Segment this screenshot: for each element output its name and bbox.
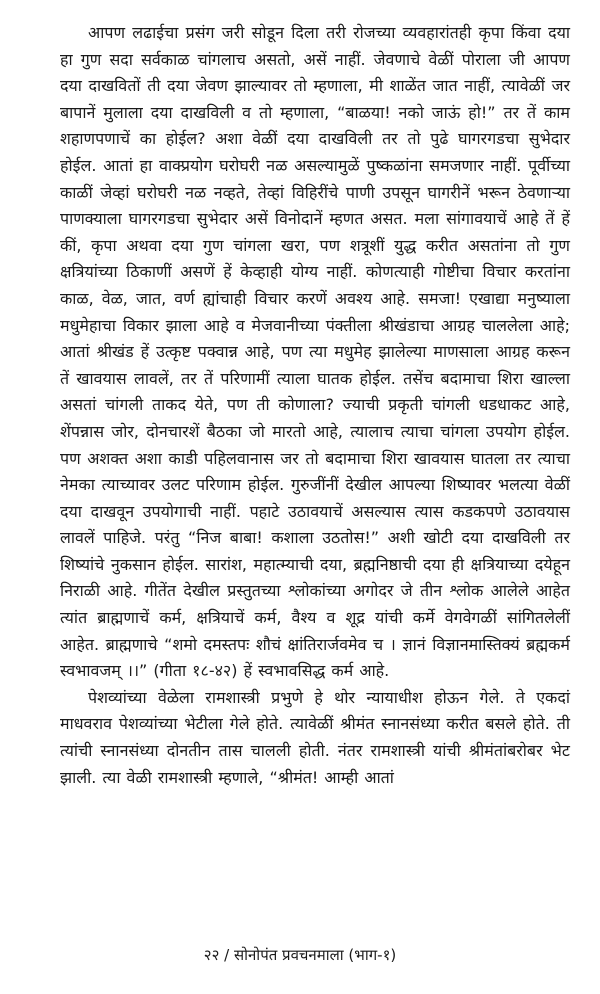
paragraph-1: आपण लढाईचा प्रसंग जरी सोडून दिला तरी रोजच्या व्यवहारांतही कृपा किंवा दया हा गुण सदा सर्वकाळ चांगलाच असतो, असें नाहीं. जेवणाचे वेळीं पोराला जी आपण दया दाखवितों ती दया जेवण झाल्यावर तो म्हणाला, मी शाळेंत जात नाहीं, त्यावेळीं जर बापानें मुलाला दया दाखविली व तो म्हणाला, “बाळया! नको जाऊं हो!” तर तें काम शहाणपणाचें का होईल? अशा वेळीं दया दाखविली तर तो पुढे घागरगडचा सुभेदार होईल. आतां हा वाक्प्रयोग घरोघरी नळ असल्यामुळें पुष्कळांना समजणार नाहीं. पूर्वीच्या काळीं जेव्हां घरोघरी नळ नव्हते, तेव्हां विहिरींचे पाणी उपसून घागरीनें भरून ठेवणाऱ्या पाणक्याला घागरगडचा सुभेदार असें विनोदानें म्हणत असत. मला सांगावयाचें आहे तें हें कीं, कृपा अथवा दया गुण चांगला खरा, पण शत्रूशीं युद्ध करीत असतांना तो गुण क्षत्रियांच्या ठिकाणीं असणें हें केव्हाही योग्य नाहीं. कोणत्याही गोष्टीचा विचार करतांना काळ, वेळ, जात, वर्ण ह्यांचाही विचार करणें अवश्य आहे. समजा! एखाद्या मनुष्याला मधुमेहाचा विकार झाला आहे व मेजवानीच्या पंक्तीला श्रीखंडाचा आग्रह चाललेला आहे; आतां श्रीखंड हें उत्कृष्ट पक्वान्न आहे, पण त्या मधुमेह झालेल्या माणसाला आग्रह करून तें खावयास लावलें, तर तें परिणामीं त्याला घातक होईल. तसेंच बदामाचा शिरा खाल्ला असतां चांगली ताकद येते, पण ती कोणाला? ज्याची प्रकृती चांगली धडधाकट आहे, शेंपन्नास जोर, दोनचारशें बैठका जो मारतो आहे, त्यालाच त्याचा चांगला उपयोग होईल. पण अशक्त अशा काडी पहिलवानास जर तो बदामाचा शिरा खावयास घातला तर त्याचा नेमका त्याच्यावर उलट परिणाम होईल. गुरुजींनीं देखील आपल्या शिष्यावर भलत्या वेळीं दया दाखवून उपयोगाची नाहीं. पहाटे उठावयाचें असल्यास त्यास कडकपणे उठावयास लावलें पाहिजे. परंतु “निज बाबा! कशाला उठतोस!” अशी खोटी दया दाखविली तर शिष्यांचे नुकसान होईल. सारांश, महात्म्याची दया, ब्रह्मनिष्ठाची दया ही क्षत्रियाच्या दयेहून निराळी आहे. गीतेंत देखील प्रस्तुतच्या श्लोकांच्या अगोदर जे तीन श्लोक आलेले आहेत त्यांत ब्राह्मणाचें कर्म, क्षत्रियाचें कर्म, वैश्य व शूद्र यांची कर्मे वेगवेगळीं सांगितलेलीं आहेत. ब्राह्मणाचे “शमो दमस्तपः शौचं क्षांतिरार्जवमेव च । ज्ञानं विज्ञानमास्तिक्यं ब्रह्मकर्म स्वभावजम् ।।” (गीता १८-४२) हें स्वभावसिद्ध कर्म आहे.	[60, 23, 570, 681]
paragraph-2: पेशव्यांच्या वेळेला रामशास्त्री प्रभुणे हे थोर न्यायाधीश होऊन गेले. ते एकदां माधवराव पेशव्यांच्या भेटीला गेले होते. त्यावेळीं श्रीमंत स्नानसंध्या करीत बसले होते. ती त्यांची स्नानसंध्या दोनतीन तास चालली होती. नंतर रामशास्त्री यांची श्रीमंतांबरोबर भेट झाली. त्या वेळी रामशास्त्री म्हणाले, “श्रीमंत! आम्ही आतां	[60, 687, 570, 787]
body-text	[60, 20, 570, 791]
page-footer: २२ / सोनोपंत प्रवचनमाला (भाग-१)	[203, 946, 397, 964]
